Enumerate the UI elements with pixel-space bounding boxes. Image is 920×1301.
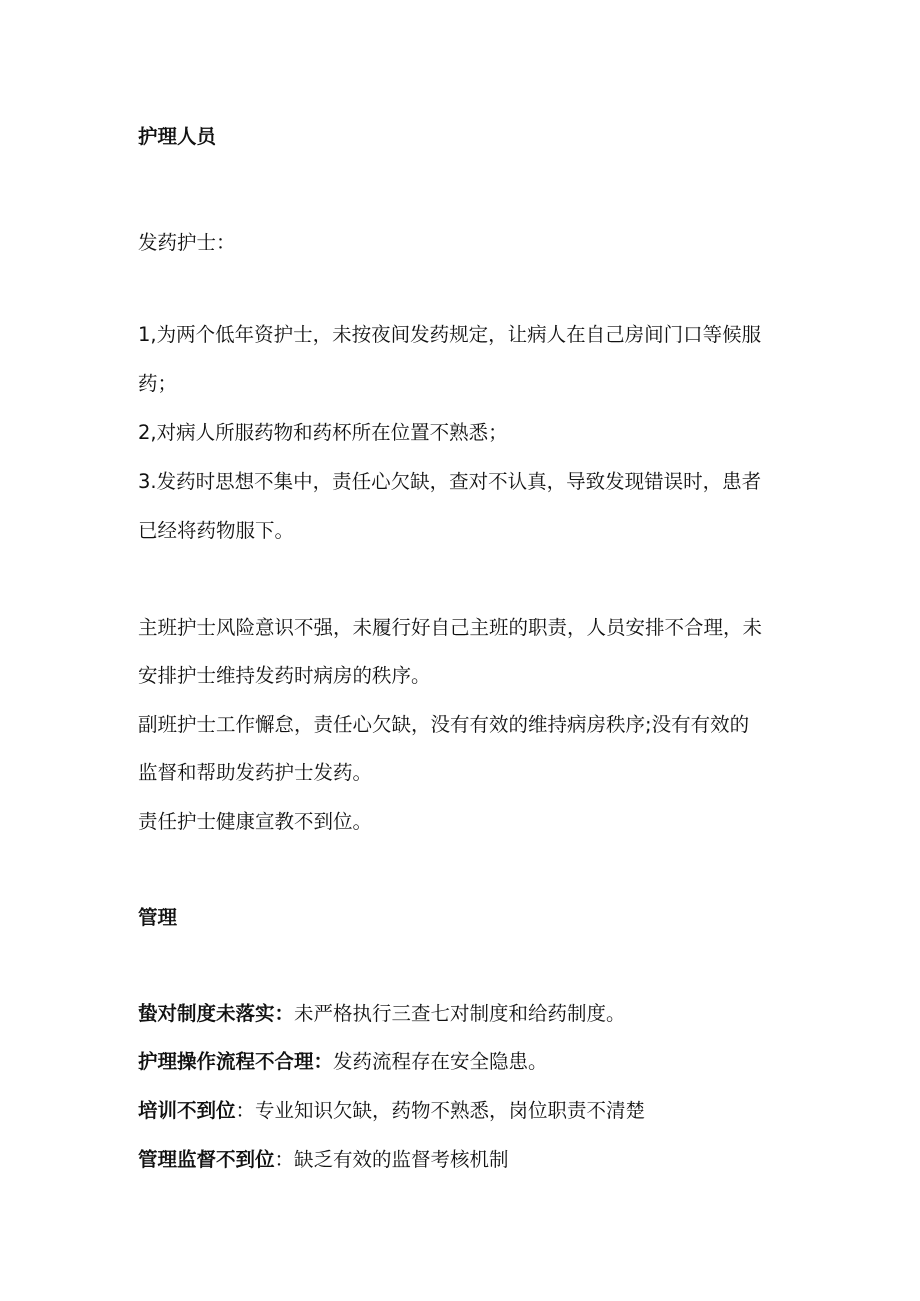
other-nurse-line: 副班护士工作懈怠，责任心欠缺，没有有效的维持病房秩序;没有有效的 [138,713,750,736]
management-item [138,1099,798,1123]
section-heading-management: 管理 [138,906,178,929]
management-item [138,1148,798,1172]
management-item-label: 蛰对制度未落实： [138,1002,295,1025]
management-item-label: 管理监督不到位 [138,1148,275,1171]
management-item-label: 培训不到位 [138,1099,236,1122]
dispensing-item-line: 2,对病人所服药物和药杯所在位置不熟悉； [138,421,508,444]
other-nurse-line: 责任护士健康宣教不到位。 [138,810,373,833]
dispensing-item-line: 1,为两个低年资护士，未按夜间发药规定，让病人在自己房间门口等候服 [138,323,762,346]
management-item [138,1050,798,1074]
management-item-text: ：专业知识欠缺，药物不熟悉，岗位职责不清楚 [235,1099,646,1122]
management-item-text: ：缺乏有效的监督考核机制 [274,1148,509,1171]
other-nurse-line: 监督和帮助发药护士发药。 [138,761,373,784]
dispensing-item-line: 已经将药物服下。 [138,519,295,542]
dispensing-item-line: 药； [138,372,178,395]
other-nurse-line: 安排护士维持发药时病房的秩序。 [138,664,431,687]
other-nurse-line: 主班护士风险意识不强，未履行好自己主班的职责，人员安排不合理，未 [138,616,763,639]
management-item-text: 发药流程存在安全隐患。 [333,1050,548,1073]
section-heading-nursing: 护理人员 [138,125,217,148]
management-item-label: 护理操作流程不合理： [138,1050,334,1073]
dispensing-item-line: 3.发药时思想不集中，责任心欠缺，查对不认真，导致发现错误时，患者 [138,470,762,493]
management-item [138,1002,798,1026]
management-item-text: 未严格执行三查七对制度和给药制度。 [294,1002,626,1025]
dispensing-nurse-title: 发药护士： [138,231,236,254]
